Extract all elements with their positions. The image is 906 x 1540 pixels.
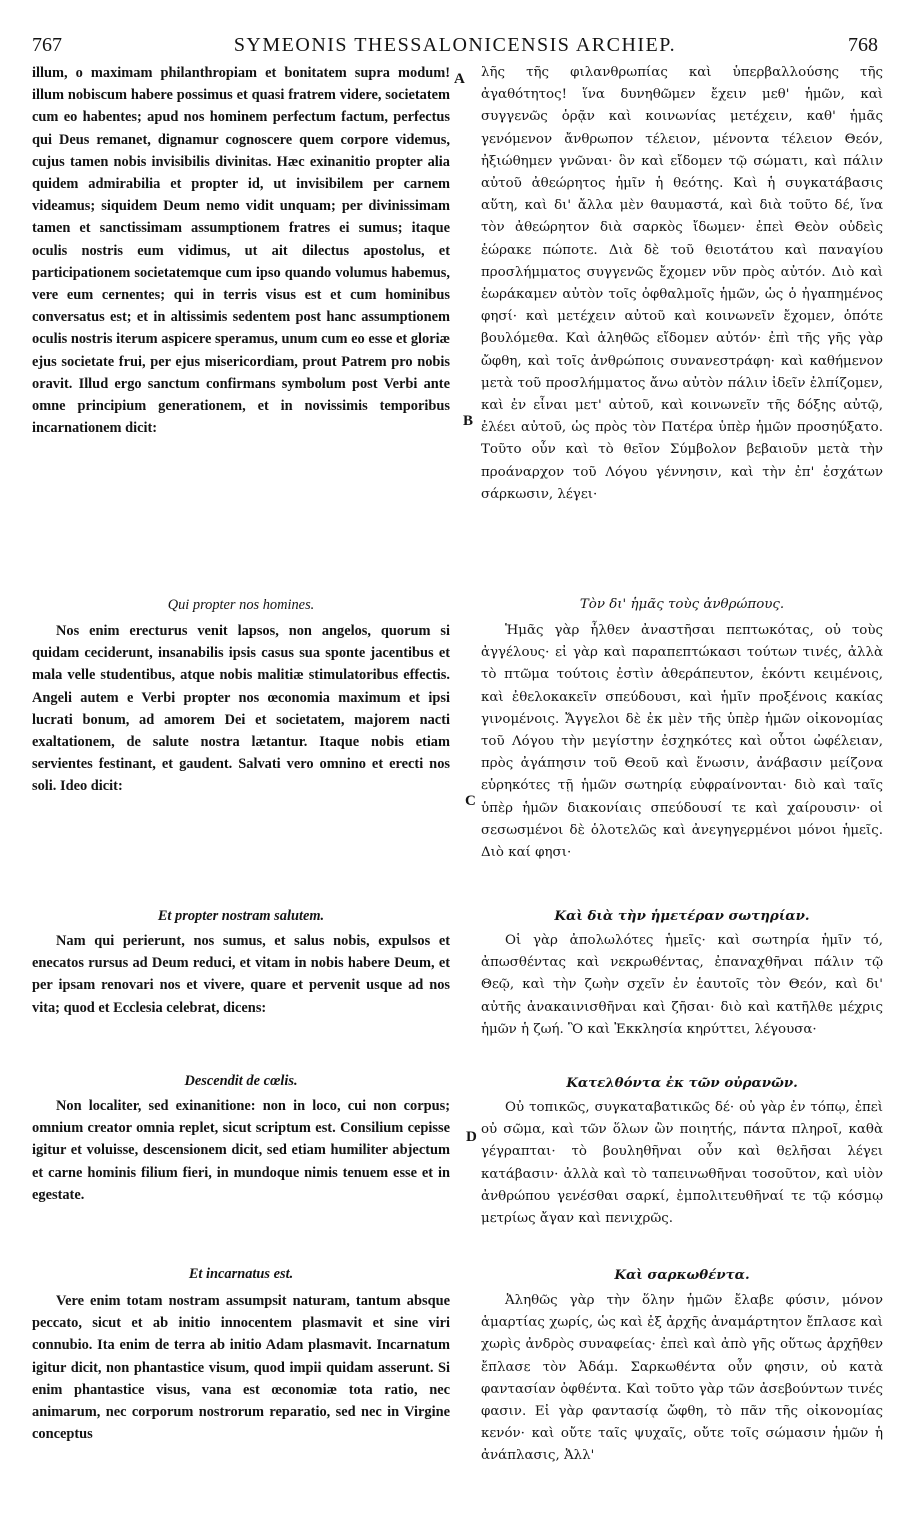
greek-heading-2: Καὶ διὰ τὴν ἡμετέραν σωτηρίαν. [554,908,810,924]
latin-intro-paragraph: illum, o maximam philanthropiam et bonitatem supra modum! illum nobiscum habere possimus et quasi fratrem videre, societatem cum eo habentes; apud nos hominem perfectum factum, perfectus qui Deus remanet, dignamur cognoscere quem corpore videmus, cujus tamen nobis invisibilis divinitas. Hæc exinanitio propter alia quidem admirabilia et propter id, ut invisibilem per carnem videamus; siquidem Deum nemo vidit unquam; per divinissimam tamen et sanctissimam assumptionem fratres ei sumus; itaque oculis nostris eum vidimus, ut ait dilectus apostolus, et participationem societatemque cum ipso quando volumus habemus, vere eum cernentes; qui in terris visus est et cum hominibus conversatus est; et in altissimis sedentem post hanc assumptionem oculis nostris iterum aspicere speramus, unum cum eo esse et gloriæ ejus societate frui, per ejus misericordiam, prout Patrem pro nobis oravit. Illud ergo sanctum confirmans symbolum post Verbi ante omne principium generationem, et in novissimis temporibus incarnationem dicit: [32,65,450,437]
page-number-left: 767 [32,34,62,56]
margin-marker-d: D [466,1129,477,1145]
greek-column [481,62,883,506]
margin-marker-b: B [463,413,474,429]
running-header [32,30,878,60]
greek-heading-4: Καὶ σαρκωθέντα. [614,1267,750,1283]
latin-paragraph-2: Nam qui perierunt, nos sumus, et salus nobis, expulsos et enecatos rursus ad Deum reduci, et vitam in nobis habere Deum, et per ipsam renovari nos et vivere, quare et pervenit usque ad nos vita; quod et Ecclesia celebrat, dicens: [32,933,450,1016]
latin-heading-4: Et incarnatus est. [188,1266,294,1282]
page-number-right: 768 [848,34,878,56]
greek-heading-1: Τὸν δι' ἡμᾶς τοὺς ἀνθρώπους. [579,597,785,612]
greek-paragraph-4: Ἀληθῶς γὰρ τὴν ὅλην ἡμῶν ἔλαβε φύσιν, μόνον ἁμαρτίας χωρίς, ὡς καὶ ἐξ ἀρχῆς ἀναμάρτητον ἔπλασε καὶ χωρὶς ἀνδρὸς συναφείας· ἐπεὶ καὶ ἀπὸ γῆς οὕτως ἀρχῆθεν ἔπλασε τὸν Ἀδάμ. Σαρκωθέντα οὖν φησιν, οὐ κατὰ φαντασίαν ὀφθέντα. Καὶ τοῦτο γὰρ τῶν ἀσεβούντων τινές φασιν. Εἰ γὰρ φαντασίᾳ ὤφθη, τὸ πᾶν τῆς οἰκονομίας κενόν· καὶ οὔτε ταῖς ψυχαῖς, οὔτε τοῖς σώμασιν ἡμῶν ἡ ἀνάπλασις, Ἀλλ' [481,1293,883,1464]
margin-marker-a: A [454,71,465,87]
latin-heading-3: Descendit de cœlis. [184,1073,298,1089]
greek-paragraph-2: Οἱ γὰρ ἀπολωλότες ἡμεῖς· καὶ σωτηρία ἡμῖν τό, ἀπωσθέντας καὶ νεκρωθέντας, ἐπαναχθῆναι πάλιν τῷ Θεῷ, καὶ τὴν ζωὴν σχεῖν ἐν ἑαυτοῖς τὸν Θεόν, καὶ δι' αὐτῆς ἀνακαινισθῆναι καὶ ζῆσαι· διὸ καὶ κατῆλθε μέχρις ἡμῶν ἡ ζωή. Ὃ καὶ Ἐκκλησία κηρύττει, λέγουσα· [481,933,883,1037]
greek-paragraph-1: Ἡμᾶς γὰρ ἦλθεν ἀναστῆσαι πεπτωκότας, οὐ τοὺς ἀγγέλους· εἰ γὰρ καὶ παραπεπτώκασι τούτων τινές, ἀλλὰ τὸ πτῶμα τούτοις ἐστὶν ἀθεράπευτον, ἑκόντι κειμένοις, καὶ ἐθελοκακεῖν σπεύδουσι, καὶ ἡμῖν προξένοις κακίας γινομένοις. Ἄγγελοι δὲ ἐκ μὲν τῆς ὑπὲρ ἡμῶν οἰκονομίας τοῦ Λόγου τὴν μεγίστην ἐσχηκότες καὶ οὗτοι ὠφέλειαν, πρὸς ἀγάπησιν τοῦ Θεοῦ καὶ ἕνωσιν, ἀνάβασιν μείζονα εὑρηκότες τῇ ἡμῶν σωτηρίᾳ εὐφραίνονται· διὸ καὶ ταῖς ὑπὲρ ἡμῶν διακονίαις σπεύδουσί τε καὶ χαίρουσιν· οἱ σεσωσμένοι δὲ ὁλοτελῶς καὶ ἀνεγηγερμένοι μόνοι ἡμεῖς. Διὸ καί φησι· [481,623,883,861]
latin-column [32,62,450,439]
greek-paragraph-3: Οὐ τοπικῶς, συγκαταβατικῶς δέ· οὐ γὰρ ἐν τόπῳ, ἐπεὶ οὐ σῶμα, καὶ τῶν ὅλων ὢν ποιητής, πάντα πληροῖ, καθὰ γέγραπται· τὸ βουληθῆναι οὖν καὶ θελῆσαι λέγει κατάβασιν· ἀλλὰ καὶ τὸ ταπεινωθῆναι τοσοῦτον, καὶ υἱὸν ἀνθρώπου γενέσθαι σαρκί, ἐμπολιτευθῆναί τε τῷ κόσμῳ μετρίως ἄγαν καὶ πενιχρῶς. [481,1100,883,1227]
greek-intro-paragraph: λῆς τῆς φιλανθρωπίας καὶ ὑπερβαλλούσης τῆς ἀγαθότητος! ἵνα δυνηθῶμεν ἔχειν μεθ' ἡμῶν, καὶ συγγενῶς ὁρᾷν καὶ κοινωνίας μετέχειν, καθ' ἡμᾶς γενόμενον ἄνθρωπον τέλειον, μένοντα τέλειον Θεόν, ἠξιώθημεν γνῶναι· ὃν καὶ εἴδομεν τῷ σώματι, καὶ πάλιν αὐτοῦ ἀθεώρητος ἡμῖν ἡ θεότης. Καὶ ἡ συγκατάβασις αὕτη, καὶ δι' ἄλλα μὲν θαυμαστά, καὶ διὰ τοῦτο δέ, ἵνα τὸν ἀθεώρητον διὰ σαρκὸς ἴδωμεν· ἐπεὶ Θεὸν οὐδεὶς ἑώρακε πώποτε. Διὰ δὲ τοῦ θειοτάτου καὶ παναγίου προσλήμματος συγγενῶς ἔχομεν νῦν πρὸς αὐτόν. Διὸ καὶ ἑωράκαμεν αὐτὸν τοῖς ὀφθαλμοῖς ἡμῶν, ὡς ὁ ἠγαπημένος φησί· καὶ μετέχειν αὐτοῦ καὶ κοινωνεῖν ἔχομεν, ὁπότε βουλόμεθα. Καὶ ἀληθῶς εἴδομεν αὐτόν· ἐπὶ τῆς γῆς γὰρ ὤφθη, καὶ τοῖς ἀνθρώποις συνανεστράφη· καὶ καθήμενον μετὰ τοῦ προσλήμματος ἄνω αὐτὸν πάλιν ἰδεῖν ἐλπίζομεν, καὶ ἐν εἶναι μετ' αὐτοῦ, καὶ κοινωνεῖν τῆς δόξης αὐτῷ, ἐλέει αὐτοῦ, ὡς πρὸς τὸν Πατέρα ὑπὲρ ἡμῶν προσηύξατο. Τοῦτο οὖν καὶ τὸ θεῖον Σύμβολον βεβαιοῦν μετὰ τὴν προάναρχον τοῦ Λόγου γέννησιν, καὶ τὴν ἐπ' ἐσχάτων σάρκωσιν, λέγει· [481,65,883,502]
running-title: SYMEONIS THESSALONICENSIS ARCHIEP. [233,34,677,56]
latin-paragraph-1: Nos enim erecturus venit lapsos, non angelos, quorum si quidam ceciderunt, insanabilis ipsis casus sua sponte jacentibus et mala velle studentibus, atque nobis malitiæ stimulatoribus effectis. Angeli autem e Verbi propter nos œconomia maximum et ipsi lucrati bonum, ad amorem Dei et societatem, majorem nacti exaltationem, de salute nostra lætantur. Itaque nobis etiam servientes festinant, et gaudent. Salvati vero omnino et erecti nos soli. Ideo dicit: [32,623,450,795]
latin-heading-2: Et propter nostram salutem. [157,908,325,924]
greek-heading-3: Κατελθόντα ἐκ τῶν οὐρανῶν. [566,1075,798,1091]
latin-paragraph-3: Non localiter, sed exinanitione: non in loco, cui non corpus; omnium creator omnia replet, sicut scriptum est. Consilium cepisse igitur et voluisse, descensionem dicit, sed etiam humiliter abjectum et carne hominis filium fieri, in mundoque nimis tenuem esse et in egestate. [32,1098,450,1203]
latin-paragraph-4: Vere enim totam nostram assumpsit naturam, tantum absque peccato, sicut et ab initio innocentem plasmavit et sine viri connubio. Ita enim de terra ab initio Adam plasmavit. Incarnatum igitur dicit, non phantastice visum, quod impii quidam asserunt. Si enim phantastice visus, vana est œconomiæ tota ratio, nec animarum, nec corporum nostrorum reparatio, sed nec in Virgine conceptus [32,1293,450,1443]
latin-heading-1: Qui propter nos homines. [167,597,315,613]
margin-marker-c: C [465,793,476,809]
